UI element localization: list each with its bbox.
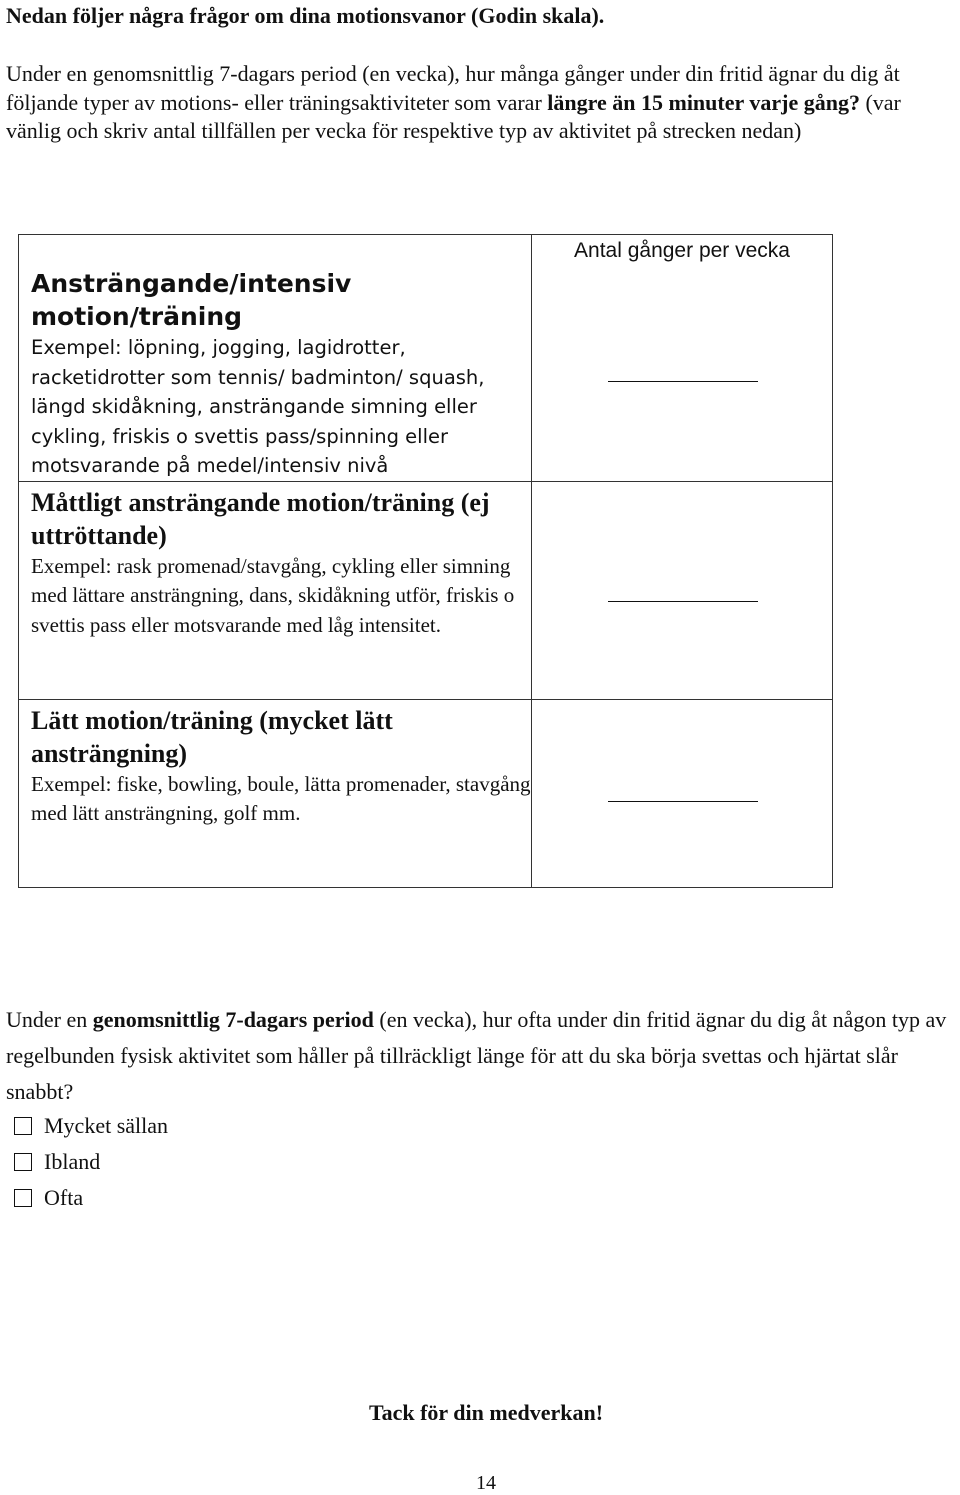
activity-description-cell	[19, 481, 532, 699]
checkbox-icon[interactable]	[14, 1153, 32, 1171]
activity-title-strenuous: Ansträngande/intensiv motion/träning	[31, 269, 352, 331]
answer-line-strenuous[interactable]	[608, 381, 758, 382]
question-text-2: (en vecka), hur ofta under din fritid ägnar du dig åt någon typ av regelbunden fysisk aktivitet som håller på tillräckligt länge för att du ska börja svettas och hjärtat slår snabbt?	[6, 1007, 947, 1104]
activity-examples-strenuous: Exempel: löpning, jogging, lagidrotter, racketidrotter som tennis/ badminton/ squash, längd skidåkning, ansträngande simning eller cykling, friskis o svettis pass/spinning eller motsvarande på medel/intensiv nivå	[31, 336, 485, 477]
option-label: Mycket sällan	[44, 1113, 169, 1138]
option-label: Ibland	[44, 1149, 101, 1174]
count-cell-light	[532, 699, 833, 887]
frequency-question	[6, 1002, 958, 1110]
answer-line-light[interactable]	[608, 801, 758, 802]
count-cell-moderate	[532, 481, 833, 699]
option-sometimes[interactable]	[14, 1147, 100, 1177]
option-label: Ofta	[44, 1185, 84, 1210]
table-row	[19, 235, 833, 482]
option-very-rarely[interactable]	[14, 1111, 168, 1141]
checkbox-icon[interactable]	[14, 1117, 32, 1135]
activity-title-moderate: Måttligt ansträngande motion/träning (ej uttröttande)	[31, 487, 490, 550]
activity-table	[18, 234, 833, 888]
activity-title-light: Lätt motion/träning (mycket lätt ansträngning)	[31, 705, 393, 768]
question-text-1: Under en	[6, 1007, 93, 1032]
option-often[interactable]	[14, 1183, 83, 1213]
answer-line-moderate[interactable]	[608, 601, 758, 602]
activity-description-cell	[19, 699, 532, 887]
checkbox-icon[interactable]	[14, 1189, 32, 1207]
count-cell-strenuous	[532, 235, 833, 482]
question-emphasis: genomsnittlig 7-dagars period	[92, 1007, 374, 1032]
activity-description-cell	[19, 235, 532, 482]
intro-question	[6, 60, 958, 146]
activity-examples-moderate: Exempel: rask promenad/stavgång, cykling eller simning med lättare ansträngning, dans, skidåkning utför, friskis o svettis pass eller motsvarande med låg intensitet.	[31, 553, 515, 637]
intro-text-2: (var vänlig och skriv antal tillfällen per vecka för respektive typ av aktivitet på strecken nedan)	[6, 89, 901, 143]
page-number: 14	[476, 1472, 496, 1494]
table-row	[19, 699, 833, 887]
intro-emphasis: längre än 15 minuter varje gång?	[547, 89, 860, 115]
table-row	[19, 481, 833, 699]
count-column-header: Antal gånger per vecka	[574, 239, 790, 262]
intro-text-1: Under en genomsnittlig 7-dagars period (en vecka), hur många gånger under din fritid ägnar du dig åt följande typer av motions- eller träningsaktiviteter som varar	[6, 61, 900, 115]
activity-examples-light: Exempel: fiske, bowling, boule, lätta promenader, stavgång med lätt ansträngning, golf mm.	[31, 771, 531, 825]
page-heading: Nedan följer några frågor om dina motionsvanor (Godin skala).	[6, 3, 605, 28]
thank-you-text: Tack för din medverkan!	[368, 1400, 604, 1425]
